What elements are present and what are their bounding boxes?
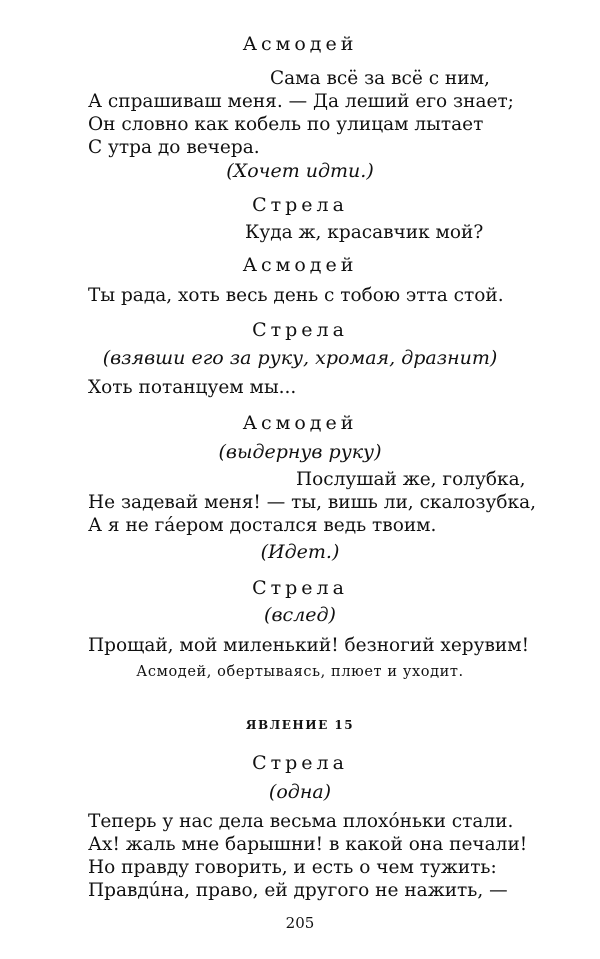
verse-line: А спрашиваш меня. — Да леший его знает;	[88, 91, 514, 112]
verse-line: Теперь у нас дела весьма плохóньки стали.	[88, 811, 514, 832]
stage-direction: (выдернув руку)	[218, 441, 382, 463]
verse-line: Послушай же, голубка,	[296, 469, 526, 490]
verse-line: Ах! жаль мне барышни! в какой она печали!	[88, 834, 528, 855]
stage-direction: (вслед)	[264, 604, 336, 626]
speaker-strela: Стрела	[252, 194, 348, 216]
scene-title: ЯВЛЕНИЕ 15	[245, 718, 355, 732]
stage-direction: (Идет.)	[260, 541, 340, 563]
speaker-asmodei: Асмодей	[242, 254, 358, 276]
verse-line: Правдúна, право, ей другого не нажить, —	[88, 880, 508, 901]
stage-direction: (одна)	[268, 781, 332, 803]
page-number: 205	[285, 914, 315, 932]
verse-line: Но правду говорить, и есть о чем тужить:	[88, 857, 497, 878]
verse-line: Ты рада, хоть весь день с тобою этта стой.	[88, 285, 504, 306]
verse-line: Прощай, мой миленький! безногий херувим!	[88, 635, 530, 656]
narration: Асмодей, обертываясь, плюет и уходит.	[136, 664, 464, 680]
verse-line: Не задевай меня! — ты, вишь ли, скалозубка,	[88, 492, 537, 513]
verse-line: Сама всё за всё с ним,	[270, 68, 490, 89]
speaker-strela: Стрела	[252, 577, 348, 599]
speaker-strela: Стрела	[252, 319, 348, 341]
verse-line: Хоть потанцуем мы...	[88, 377, 297, 398]
verse-line: Он словно как кобель по улицам лытает	[88, 114, 484, 135]
verse-line: А я не гáером достался ведь твоим.	[88, 515, 437, 536]
speaker-asmodei: Асмодей	[242, 33, 358, 55]
verse-line: Куда ж, красавчик мой?	[245, 222, 484, 243]
speaker-strela: Стрела	[252, 752, 348, 774]
stage-direction: (взявши его за руку, хромая, дразнит)	[102, 347, 498, 369]
speaker-asmodei: Асмодей	[242, 412, 358, 434]
stage-direction: (Хочет идти.)	[226, 160, 374, 182]
verse-line: С утра до вечера.	[88, 137, 260, 158]
